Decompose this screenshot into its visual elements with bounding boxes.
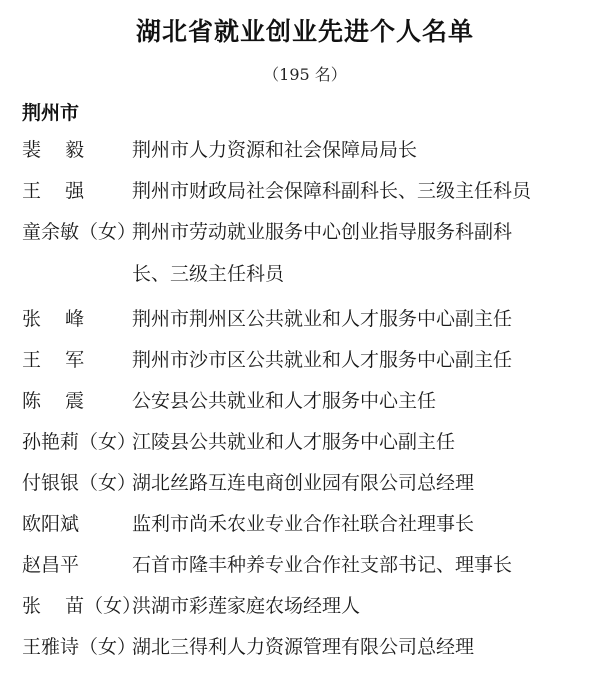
honoree-position: 荆州市荆州区公共就业和人才服务中心副主任 [132, 308, 513, 330]
honoree-position: 湖北丝路互连电商创业园有限公司总经理 [132, 472, 475, 494]
honoree-position: 荆州市人力资源和社会保障局局长 [132, 139, 418, 161]
honoree-name: 王 军 [22, 349, 85, 371]
honoree-position: 江陵县公共就业和人才服务中心副主任 [132, 431, 456, 453]
honoree-position: 荆州市沙市区公共就业和人才服务中心副主任 [132, 349, 513, 371]
honoree-position: 洪湖市彩莲家庭农场经理人 [132, 595, 361, 617]
honoree-name: 付银银（女） [22, 472, 137, 494]
honoree-position: 荆州市财政局社会保障科副科长、三级主任科员 [132, 180, 532, 202]
list-item [22, 512, 602, 536]
honoree-name: 童余敏（女） [22, 221, 137, 243]
honoree-position [132, 211, 592, 295]
honoree-position-line-1: 荆州市劳动就业服务中心创业指导服务科副科 [132, 221, 513, 243]
honoree-name: 王雅诗（女） [22, 636, 137, 658]
list-item [22, 348, 602, 372]
honoree-position: 监利市尚禾农业专业合作社联合社理事长 [132, 513, 475, 535]
list-item [22, 138, 602, 162]
honoree-name: 张 苗（女） [22, 595, 142, 617]
honoree-name: 欧阳斌 [22, 513, 80, 535]
list-item [22, 553, 602, 577]
honoree-name: 裴 毅 [22, 139, 85, 161]
honoree-list [22, 138, 602, 676]
honoree-name: 孙艳莉（女） [22, 431, 137, 453]
list-item [22, 471, 602, 495]
honoree-position-line-2: 长、三级主任科员 [132, 263, 285, 285]
list-item [22, 430, 602, 454]
list-item [22, 635, 602, 659]
honoree-name: 赵昌平 [22, 554, 80, 576]
honoree-name: 张 峰 [22, 308, 85, 330]
honoree-count: （195 名） [263, 65, 347, 84]
list-item [22, 594, 602, 618]
list-item [22, 389, 602, 413]
honoree-name: 王 强 [22, 180, 85, 202]
honoree-position: 石首市隆丰种养专业合作社支部书记、理事长 [132, 554, 513, 576]
section-heading-jingzhou: 荆州市 [22, 102, 80, 124]
honoree-position: 湖北三得利人力资源管理有限公司总经理 [132, 636, 475, 658]
list-item [22, 307, 602, 331]
honoree-position: 公安县公共就业和人才服务中心主任 [132, 390, 437, 412]
list-item [22, 179, 602, 203]
list-item [22, 220, 602, 295]
document-title: 湖北省就业创业先进个人名单 [135, 17, 474, 46]
honoree-name: 陈 震 [22, 390, 85, 412]
